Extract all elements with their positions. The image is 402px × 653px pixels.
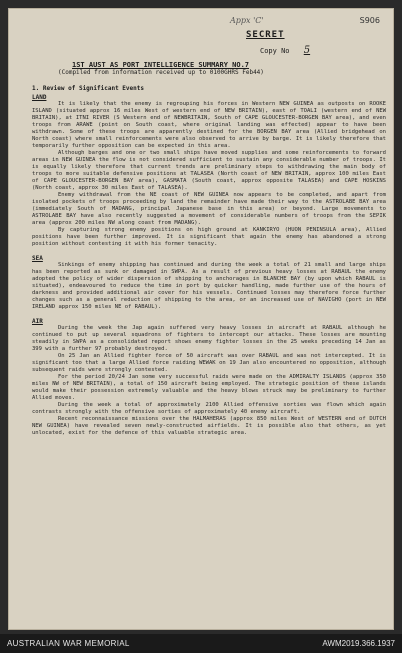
sea-heading: SEA [32, 255, 43, 262]
classification-mark: SECRET [246, 30, 285, 40]
document-subtitle: (Compiled from information received up to 0100GHRS Feb44) [58, 69, 264, 76]
paragraph: Although barges and one or two small ships have moved supplies and some reinforcements to forward areas in NEW GUINEA the flow is not considered sufficient to sustain any considerable number of troops. It is equally likely therefore that current trends are preliminary steps to withdrawing the main body of troops to more suitable defensive positions at TALASEA (North coast of NEW BRITAIN, approx 100 miles East of CAPE GLOUCESTER-BORGEN BAY area), GASMATA (South coast, approx opposite TALASEA) and CAPE HOSKINS (North coast, approx 30 miles East of TALASEA). [32, 150, 386, 191]
paragraph: Enemy withdrawal from the NE coast of NEW GUINEA now appears to be completed, and apart from isolated pockets of troops proceeding by land the remainder have made their way to the ASTROLABE BAY area (immediately South of MADANG, principal Japanese base in this area) or beyond. Large movements to ASTROLABE BAY have also recently suggested a movement of considerable numbers of troops from the SEPIK area (approx 200 miles NW along coast from MADANG). [32, 192, 386, 226]
paragraph: During the week the Jap again suffered very heavy losses in aircraft at RABAUL although he continued to put up several squadrons of fighters to intercept our attacks. These losses are mounting steadily in SWPA as a consolidated report shows enemy fighter losses in the 25 weeks preceding 14 Jan as 399 with a further 97 probably destroyed. [32, 325, 386, 352]
land-heading: LAND [32, 94, 47, 101]
paragraph: For the period 20/24 Jan some very successful raids were made on the ADMIRALTY ISLANDS (approx 350 miles NW of NEW BRITAIN), a total of 150 aircraft being employed. The strategic position of these islands would make their possession extremely valuable and the heavy blows struck may be preliminary to further Allied moves. [32, 374, 386, 401]
paragraph: Sinkings of enemy shipping has continued and during the week a total of 21 small and large ships has been reported as sunk or damaged in SWPA. As a result of previous heavy losses at RABAUL the enemy adopted the policy of wider dispersion of shipping to anchorages in BLANCHE BAY (by upon which RABAUL is situated), endeavoured to reduce the time in port by quicker handling, made further use of the hours of darkness and provided additional air cover for his vessels. Continued losses may therefore force further changes such as a general reduction of shipping to the area, or an increased use of NAVIGHO (port in NEW IRELAND approx 150 miles NE of RABAUL). [32, 262, 386, 310]
page-number: S906 [359, 16, 380, 25]
air-heading: AIR [32, 318, 43, 325]
paragraph: It is likely that the enemy is regrouping his forces in Western NEW GUINEA as outposts on ROOKE ISLAND (situated approx 16 miles West of western end of NEW BRITAIN), east of TOALI (western end of NEW BRITAIN), at ITNI RIVER (S Western end of NEWBRITAIN, South of CAPE GLOUCESTER-BORGEN BAY area), and even troops from ARAWE (point on South coast, where original landing was effected) appear to have been withdrawn. Some of these troops are apparently destined for the BORGEN BAY area (Allied bridgehead on North coast) where small reinforcements were also observed to arrive by barge. It is likely therefore that temporarily further opposition can be expected in this area. [32, 101, 386, 149]
catalogue-reference: AWM2019.366.1937 [322, 639, 395, 648]
paragraph: By capturing strong enemy positions on high ground at KANKIRYO (HUON PENINSULA area), Allied positions have been further improved. It is significant that again the enemy has abandoned a strong position without contesting it with his former tenacity. [32, 227, 386, 247]
copy-number: 5 [303, 45, 311, 56]
paragraph: During the week a total of approximately 2100 Allied offensive sorties was flown which again contrasts strongly with the offensive sorties of approximately 40 enemy aircraft. [32, 402, 386, 415]
copy-label: Copy No [260, 47, 290, 55]
document-body [32, 83, 386, 437]
copy-number-line [260, 45, 310, 56]
archive-footer [0, 634, 402, 653]
document-page [8, 8, 394, 630]
section-heading: 1. Review of Significant Events [32, 85, 144, 92]
document-title: 1ST AUST AS PORT INTELLIGENCE SUMMARY NO.7 [72, 61, 250, 69]
paragraph: Recent reconnaissance missions over the HALMAHERAS (approx 850 miles West of WESTERN end of DUTCH NEW GUINEA) have revealed seven newly-constructed airfields. It is possible also that others, as yet unlocated, exist for the defence of this valuable strategic area. [32, 416, 386, 436]
institution-name: AUSTRALIAN WAR MEMORIAL [7, 639, 130, 648]
paragraph: On 25 Jan an Allied fighter force of 50 aircraft was over RABAUL and was not intercepted. It is significant too that a large Allied force raiding WEWAK on 19 Jan also encountered no opposition, although subsequent raids were strongly contested. [32, 353, 386, 373]
handwritten-annotation: Appx 'C' [230, 16, 264, 25]
